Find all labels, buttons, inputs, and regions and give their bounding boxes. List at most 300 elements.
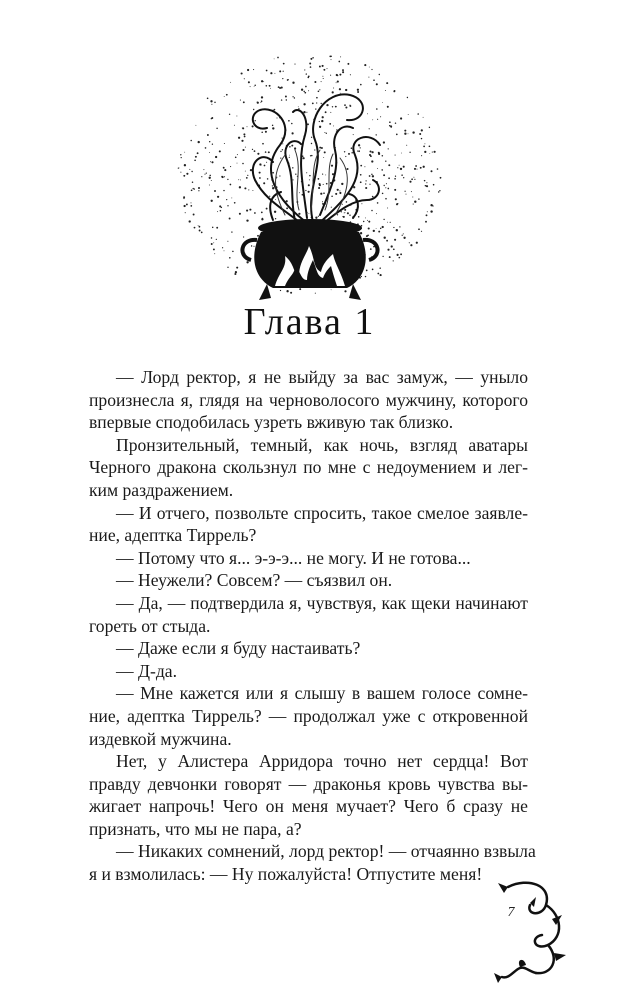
speckle xyxy=(377,273,379,275)
paragraph xyxy=(62,502,528,547)
speckle xyxy=(263,81,264,82)
speckle xyxy=(388,177,390,179)
speckle xyxy=(329,123,331,125)
speckle xyxy=(321,120,323,122)
speckle xyxy=(191,171,192,172)
speckle xyxy=(378,231,380,233)
speckle xyxy=(227,267,228,268)
speckle xyxy=(369,67,370,68)
speckle xyxy=(383,141,385,143)
speckle xyxy=(342,71,344,73)
paragraph xyxy=(62,840,536,885)
speckle xyxy=(272,187,274,189)
speckle xyxy=(217,211,218,212)
speckle xyxy=(338,61,340,63)
speckle xyxy=(343,216,345,218)
chapter-title: Глава 1 xyxy=(243,301,376,343)
text-line: Пронзительный, темный, как ночь, взгляд аватары xyxy=(116,434,528,455)
speckle xyxy=(274,109,276,111)
speckle xyxy=(417,113,419,115)
speckle xyxy=(219,205,221,207)
speckle xyxy=(272,172,274,174)
speckle xyxy=(323,157,324,158)
speckle xyxy=(310,155,311,156)
speckle xyxy=(292,82,294,84)
speckle xyxy=(276,117,277,118)
speckle xyxy=(380,274,382,276)
speckle xyxy=(294,64,295,65)
speckle xyxy=(310,58,312,60)
text-line: признать, что мы не пара, а? xyxy=(89,818,302,839)
speckle xyxy=(331,59,332,60)
speckle xyxy=(201,232,203,234)
speckle xyxy=(383,174,385,176)
speckle xyxy=(309,63,311,65)
text-line: — Да, — подтвердила я, чувствуя, как щеки начинают xyxy=(116,592,528,613)
speckle xyxy=(248,189,249,190)
speckle xyxy=(382,102,383,103)
speckle xyxy=(331,165,333,167)
speckle xyxy=(189,220,191,222)
speckle xyxy=(224,143,225,144)
speckle xyxy=(339,74,341,76)
speckle xyxy=(390,222,391,223)
speckle xyxy=(320,193,322,195)
speckle xyxy=(365,183,366,184)
speckle xyxy=(198,187,200,189)
speckle xyxy=(413,204,414,205)
speckle xyxy=(197,152,199,154)
speckle xyxy=(306,112,307,113)
speckle xyxy=(404,130,406,132)
speckle xyxy=(371,160,373,162)
speckle xyxy=(394,239,396,241)
speckle xyxy=(371,210,373,212)
speckle xyxy=(376,83,378,85)
text-line: — Никаких сомнений, лорд ректор! — отчаянно взвыла xyxy=(116,841,536,862)
speckle xyxy=(239,186,241,188)
speckle xyxy=(394,90,396,92)
speckle xyxy=(286,99,287,100)
speckle xyxy=(242,128,243,129)
speckle xyxy=(224,176,225,177)
speckle xyxy=(224,169,226,171)
speckle xyxy=(310,66,312,68)
text-line: — Потому что я... э-э-э... не могу. И не готова... xyxy=(116,547,471,568)
speckle xyxy=(325,174,326,175)
speckle xyxy=(385,90,386,91)
paragraph xyxy=(62,750,528,840)
speckle xyxy=(299,192,300,193)
speckle xyxy=(318,90,320,92)
speckle xyxy=(372,175,374,177)
speckle xyxy=(370,155,372,157)
speckle xyxy=(394,178,396,180)
speckle xyxy=(358,144,360,146)
speckle xyxy=(322,116,324,118)
speckle xyxy=(289,146,291,148)
speckle xyxy=(279,175,280,176)
speckle xyxy=(221,176,223,178)
speckle xyxy=(235,271,237,273)
speckle xyxy=(232,251,234,253)
speckle xyxy=(294,147,296,149)
speckle xyxy=(214,253,215,254)
speckle xyxy=(326,183,328,185)
speckle xyxy=(306,73,307,74)
speckle xyxy=(342,204,343,205)
speckle xyxy=(191,189,193,191)
speckle xyxy=(180,154,181,155)
speckle xyxy=(399,226,400,227)
speckle xyxy=(266,70,268,72)
text-line: — Д-да. xyxy=(116,660,178,681)
speckle xyxy=(371,69,372,70)
speckle xyxy=(219,150,221,152)
speckle xyxy=(314,81,316,83)
speckle xyxy=(279,70,281,72)
speckle xyxy=(388,148,389,149)
speckle xyxy=(302,157,304,159)
speckle xyxy=(432,205,433,206)
speckle xyxy=(269,196,270,197)
page-number: 7 xyxy=(507,905,515,920)
speckle xyxy=(336,74,338,76)
speckle xyxy=(212,227,213,228)
speckle xyxy=(412,131,414,133)
speckle xyxy=(344,212,345,213)
speckle xyxy=(335,106,337,108)
speckle xyxy=(263,182,265,184)
speckle xyxy=(298,106,299,107)
speckle xyxy=(345,106,347,108)
speckle xyxy=(319,121,320,122)
speckle xyxy=(283,63,285,65)
speckle xyxy=(403,177,404,178)
speckle xyxy=(376,213,377,214)
speckle xyxy=(319,126,321,128)
paragraph xyxy=(62,547,528,570)
speckle xyxy=(315,293,316,294)
speckle xyxy=(227,179,228,180)
speckle xyxy=(211,237,212,238)
speckle xyxy=(291,123,293,125)
speckle xyxy=(366,270,368,272)
speckle xyxy=(339,88,341,90)
speckle xyxy=(322,174,323,175)
speckle xyxy=(331,289,332,290)
text-line: ким раздражением. xyxy=(89,479,234,500)
speckle xyxy=(246,177,248,179)
speckle xyxy=(261,131,263,133)
speckle xyxy=(277,57,279,59)
speckle xyxy=(372,196,374,198)
speckle xyxy=(331,195,333,197)
speckle xyxy=(404,133,406,135)
speckle xyxy=(399,165,400,166)
speckle xyxy=(246,261,248,263)
speckle xyxy=(254,85,256,87)
speckle xyxy=(243,101,245,103)
speckle xyxy=(326,68,327,69)
speckle xyxy=(282,143,283,144)
speckle xyxy=(198,225,199,226)
speckle xyxy=(209,152,210,153)
speckle xyxy=(351,147,353,149)
text-line: — И отчего, позвольте спросить, такое смелое заявле- xyxy=(116,502,528,523)
speckle xyxy=(194,160,196,162)
speckle xyxy=(303,103,305,105)
speckle xyxy=(385,187,386,188)
speckle xyxy=(241,140,243,142)
speckle xyxy=(357,151,358,152)
speckle xyxy=(346,168,348,170)
speckle xyxy=(261,80,263,82)
speckle xyxy=(242,149,244,151)
speckle xyxy=(393,227,394,228)
speckle xyxy=(230,166,231,167)
speckle xyxy=(421,155,422,156)
speckle xyxy=(254,86,255,87)
speckle xyxy=(376,134,377,135)
speckle xyxy=(223,190,224,191)
speckle xyxy=(404,191,405,192)
speckle xyxy=(365,187,367,189)
paragraph xyxy=(62,592,528,637)
speckle xyxy=(255,120,256,121)
speckle xyxy=(413,177,414,178)
speckle xyxy=(238,179,239,180)
speckle xyxy=(440,177,442,179)
speckle xyxy=(229,114,230,115)
speckle xyxy=(227,241,228,242)
speckle xyxy=(350,74,351,75)
speckle xyxy=(412,197,413,198)
speckle xyxy=(360,84,362,86)
speckle xyxy=(365,276,366,277)
speckle xyxy=(368,227,370,229)
speckle xyxy=(247,69,249,71)
speckle xyxy=(386,183,387,184)
speckle xyxy=(348,153,350,155)
speckle xyxy=(213,248,215,250)
speckle xyxy=(185,212,186,213)
speckle xyxy=(360,165,362,167)
speckle xyxy=(369,128,370,129)
speckle xyxy=(324,132,325,133)
speckle xyxy=(400,168,402,170)
speckle xyxy=(319,89,320,90)
speckle xyxy=(236,267,238,269)
speckle xyxy=(394,189,396,191)
speckle xyxy=(361,276,362,277)
speckle xyxy=(305,190,306,191)
speckle xyxy=(358,216,360,218)
speckle xyxy=(371,174,372,175)
speckle xyxy=(387,222,388,223)
speckle xyxy=(428,190,429,191)
speckle xyxy=(309,179,310,180)
speckle xyxy=(437,168,439,170)
speckle xyxy=(335,193,337,195)
speckle xyxy=(211,180,212,181)
speckle xyxy=(345,212,346,213)
speckle xyxy=(270,72,272,74)
speckle xyxy=(292,132,294,134)
speckle xyxy=(205,147,207,149)
speckle xyxy=(358,150,360,152)
speckle xyxy=(393,248,395,250)
speckle xyxy=(229,218,231,220)
speckle xyxy=(400,117,402,119)
speckle xyxy=(308,75,310,77)
speckle xyxy=(371,151,373,153)
speckle xyxy=(426,214,428,216)
speckle xyxy=(253,69,254,70)
speckle xyxy=(438,191,439,192)
speckle xyxy=(336,82,337,83)
speckle xyxy=(191,202,192,203)
speckle xyxy=(429,127,430,128)
speckle xyxy=(213,242,214,243)
speckle xyxy=(186,173,188,175)
speckle xyxy=(346,201,348,203)
speckle xyxy=(257,102,259,104)
speckle xyxy=(306,172,307,173)
speckle xyxy=(311,143,312,144)
speckle xyxy=(195,156,197,158)
speckle xyxy=(380,116,381,117)
speckle xyxy=(379,74,380,75)
speckle xyxy=(323,69,325,71)
speckle xyxy=(408,133,409,134)
speckle xyxy=(410,244,412,246)
speckle xyxy=(347,212,349,214)
speckle xyxy=(411,178,413,180)
text-line: — Лорд ректор, я не выйду за вас замуж, — уныло xyxy=(116,367,528,387)
speckle xyxy=(292,96,293,97)
speckle xyxy=(339,192,341,194)
speckle xyxy=(319,183,321,185)
speckle xyxy=(280,290,281,291)
speckle xyxy=(364,166,365,167)
speckle xyxy=(226,94,228,96)
speckle xyxy=(414,179,415,180)
speckle xyxy=(242,163,244,165)
speckle xyxy=(401,174,403,176)
speckle xyxy=(299,288,301,290)
text-line: ние, адептка Тиррель? — продолжал уже с откровенной xyxy=(89,705,528,726)
speckle xyxy=(360,174,362,176)
speckle xyxy=(391,245,393,247)
speckle xyxy=(411,191,412,192)
speckle xyxy=(429,153,430,154)
speckle xyxy=(252,190,253,191)
speckle xyxy=(240,100,241,101)
speckle xyxy=(261,212,263,214)
speckle xyxy=(223,167,225,169)
text-line: впервые сподобилась узреть вживую так близко. xyxy=(89,412,454,433)
speckle xyxy=(180,172,181,173)
speckle xyxy=(259,163,261,165)
speckle xyxy=(373,230,375,232)
speckle xyxy=(377,202,379,204)
speckle xyxy=(199,226,201,228)
speckle xyxy=(211,104,212,105)
text-line: ние, адептка Тиррель? xyxy=(89,525,257,546)
speckle xyxy=(332,91,334,93)
speckle xyxy=(387,106,389,108)
speckle xyxy=(211,118,212,119)
speckle xyxy=(423,146,425,148)
speckle xyxy=(365,180,366,181)
speckle xyxy=(203,169,204,170)
speckle xyxy=(420,167,422,169)
text-line: правду девчонки говорят — драконья кровь чувства вы- xyxy=(89,773,528,794)
speckle xyxy=(409,242,410,243)
speckle xyxy=(268,151,270,153)
speckle xyxy=(351,152,353,154)
speckle xyxy=(372,119,373,120)
speckle xyxy=(287,79,289,81)
speckle xyxy=(248,81,250,83)
speckle xyxy=(281,99,282,100)
speckle xyxy=(397,167,398,168)
speckle xyxy=(382,193,384,195)
speckle xyxy=(418,198,419,199)
speckle xyxy=(215,156,217,158)
speckle xyxy=(357,89,359,91)
speckle xyxy=(298,213,300,215)
text-line: — Мне кажется или я слышу в вашем голосе сомне- xyxy=(116,683,528,704)
speckle xyxy=(397,203,398,204)
speckle xyxy=(430,210,432,212)
speckle xyxy=(259,177,261,179)
speckle xyxy=(360,181,362,183)
speckle xyxy=(370,151,372,153)
speckle xyxy=(198,190,199,191)
speckle xyxy=(385,198,387,200)
speckle xyxy=(314,149,315,150)
speckle xyxy=(382,155,384,157)
speckle xyxy=(229,257,231,259)
speckle xyxy=(309,175,311,177)
text-line: — Даже если я буду настаивать? xyxy=(116,638,361,659)
speckle xyxy=(381,169,383,171)
speckle xyxy=(308,90,309,91)
speckle xyxy=(396,229,398,231)
speckle xyxy=(321,81,322,82)
speckle xyxy=(275,199,276,200)
speckle xyxy=(337,214,338,215)
speckle xyxy=(402,235,403,236)
speckle xyxy=(216,239,217,240)
speckle xyxy=(183,175,185,177)
speckle xyxy=(283,71,284,72)
speckle xyxy=(303,91,305,93)
speckle xyxy=(194,227,196,229)
speckle xyxy=(282,78,283,79)
speckle xyxy=(424,180,426,182)
speckle xyxy=(240,179,241,180)
speckle xyxy=(192,182,193,183)
speckle xyxy=(311,137,312,138)
speckle xyxy=(194,188,195,189)
speckle xyxy=(289,157,290,158)
speckle xyxy=(323,78,324,79)
speckle xyxy=(269,85,271,87)
speckle xyxy=(332,106,333,107)
